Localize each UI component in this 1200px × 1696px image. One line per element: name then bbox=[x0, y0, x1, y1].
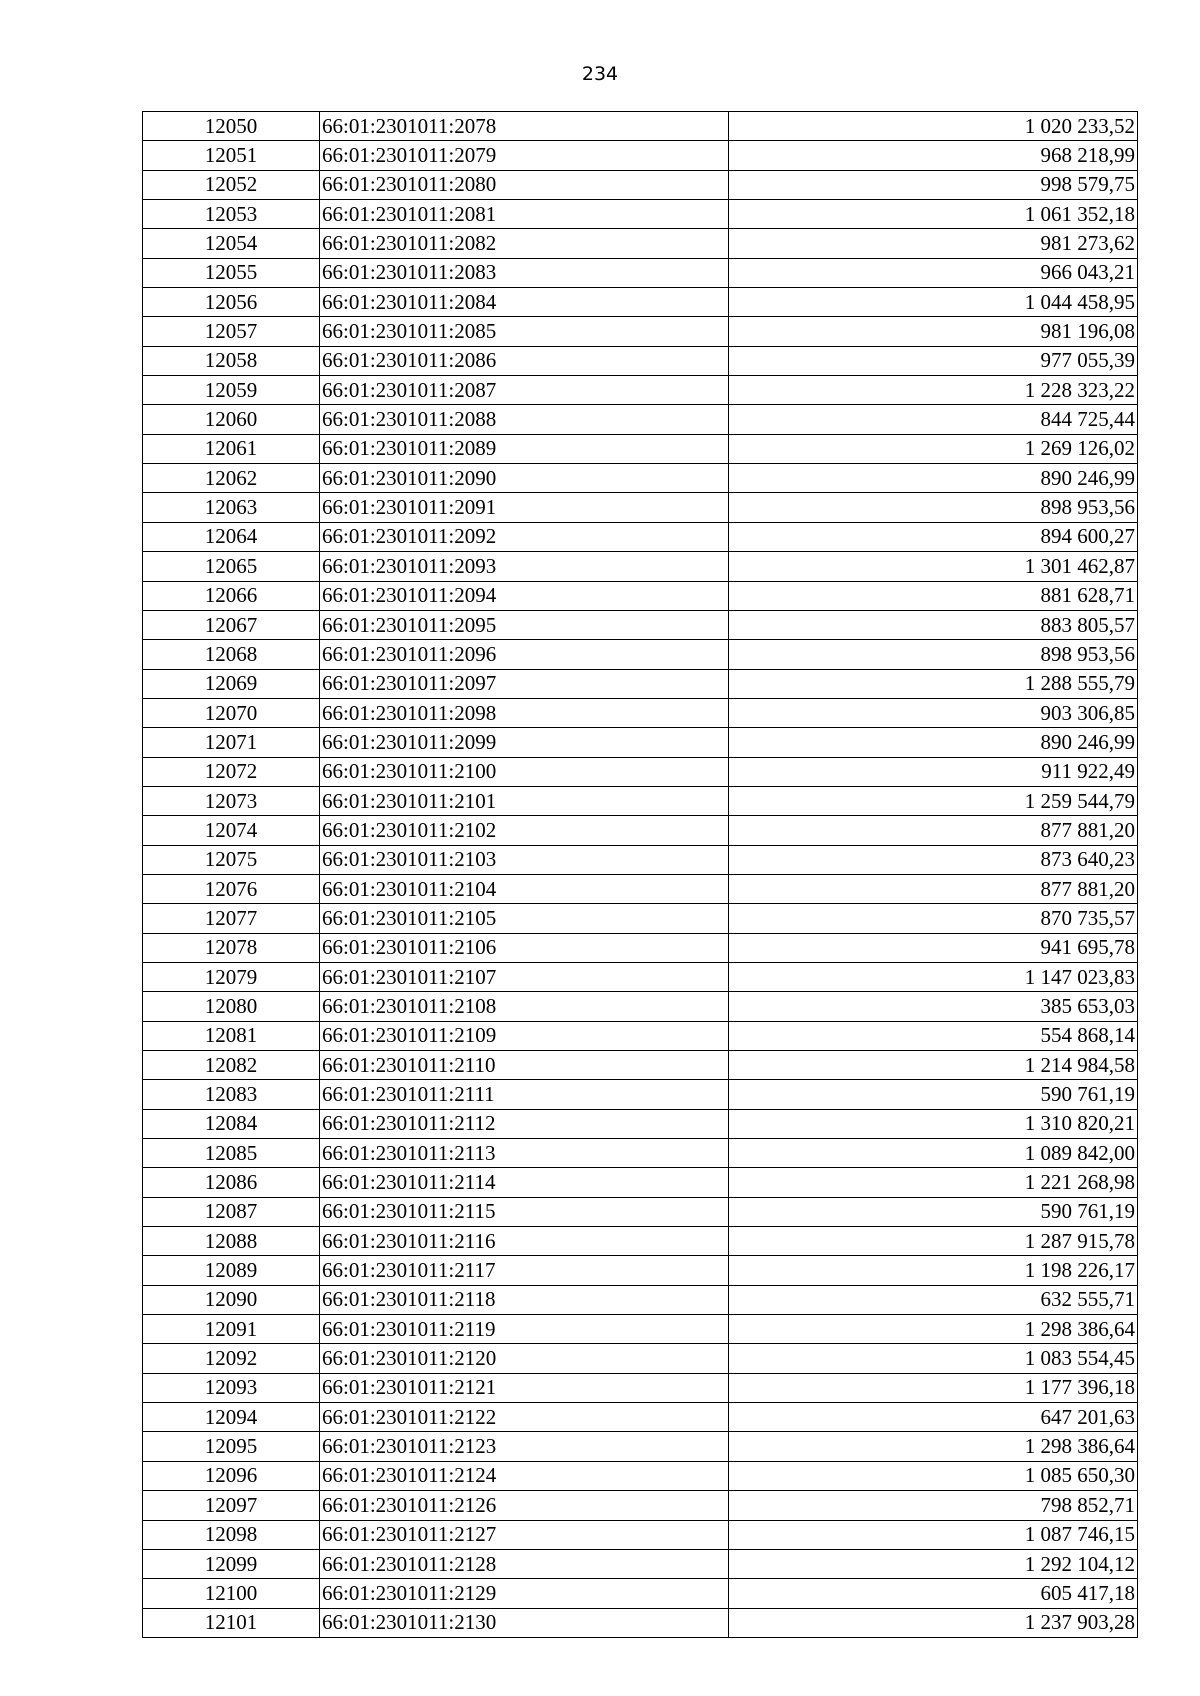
table-row bbox=[143, 1373, 1138, 1402]
table-row bbox=[143, 610, 1138, 639]
cadastral-number: 66:01:2301011:2116 bbox=[320, 1227, 729, 1256]
cadastral-number: 66:01:2301011:2117 bbox=[320, 1256, 729, 1285]
row-number: 12050 bbox=[143, 112, 320, 141]
cadastral-number: 66:01:2301011:2083 bbox=[320, 258, 729, 287]
cadastral-value: 1 061 352,18 bbox=[729, 200, 1138, 229]
table-row bbox=[143, 992, 1138, 1021]
cadastral-value: 1 310 820,21 bbox=[729, 1109, 1138, 1138]
table-row bbox=[143, 376, 1138, 405]
cadastral-value: 1 269 126,02 bbox=[729, 434, 1138, 463]
cadastral-value-table bbox=[142, 111, 1138, 1638]
table-row bbox=[143, 962, 1138, 991]
cadastral-value: 1 198 226,17 bbox=[729, 1256, 1138, 1285]
row-number: 12054 bbox=[143, 229, 320, 258]
cadastral-number: 66:01:2301011:2115 bbox=[320, 1197, 729, 1226]
table-row bbox=[143, 552, 1138, 581]
cadastral-number: 66:01:2301011:2100 bbox=[320, 757, 729, 786]
cadastral-value: 1 221 268,98 bbox=[729, 1168, 1138, 1197]
cadastral-number: 66:01:2301011:2124 bbox=[320, 1461, 729, 1490]
row-number: 12094 bbox=[143, 1403, 320, 1432]
cadastral-value: 844 725,44 bbox=[729, 405, 1138, 434]
table-row bbox=[143, 640, 1138, 669]
page-number: 234 bbox=[581, 63, 619, 85]
cadastral-value: 941 695,78 bbox=[729, 933, 1138, 962]
table-row bbox=[143, 1256, 1138, 1285]
cadastral-number: 66:01:2301011:2104 bbox=[320, 874, 729, 903]
row-number: 12057 bbox=[143, 317, 320, 346]
cadastral-value: 590 761,19 bbox=[729, 1080, 1138, 1109]
cadastral-value: 1 020 233,52 bbox=[729, 112, 1138, 141]
cadastral-number: 66:01:2301011:2079 bbox=[320, 141, 729, 170]
cadastral-value: 883 805,57 bbox=[729, 610, 1138, 639]
cadastral-value: 1 237 903,28 bbox=[729, 1608, 1138, 1637]
row-number: 12085 bbox=[143, 1139, 320, 1168]
table-row bbox=[143, 288, 1138, 317]
cadastral-value: 632 555,71 bbox=[729, 1285, 1138, 1314]
table-row bbox=[143, 1432, 1138, 1461]
cadastral-value: 1 214 984,58 bbox=[729, 1051, 1138, 1080]
cadastral-value: 968 218,99 bbox=[729, 141, 1138, 170]
row-number: 12055 bbox=[143, 258, 320, 287]
table-body bbox=[143, 112, 1138, 1638]
table-row bbox=[143, 1344, 1138, 1373]
table-row bbox=[143, 816, 1138, 845]
cadastral-value: 1 087 746,15 bbox=[729, 1520, 1138, 1549]
cadastral-value: 894 600,27 bbox=[729, 522, 1138, 551]
table-row bbox=[143, 1608, 1138, 1637]
cadastral-number: 66:01:2301011:2113 bbox=[320, 1139, 729, 1168]
table-row bbox=[143, 434, 1138, 463]
cadastral-number: 66:01:2301011:2118 bbox=[320, 1285, 729, 1314]
table-row bbox=[143, 1520, 1138, 1549]
row-number: 12069 bbox=[143, 669, 320, 698]
cadastral-number: 66:01:2301011:2106 bbox=[320, 933, 729, 962]
row-number: 12062 bbox=[143, 464, 320, 493]
table-row bbox=[143, 405, 1138, 434]
cadastral-value: 1 298 386,64 bbox=[729, 1315, 1138, 1344]
row-number: 12100 bbox=[143, 1579, 320, 1608]
table-row bbox=[143, 229, 1138, 258]
cadastral-number: 66:01:2301011:2087 bbox=[320, 376, 729, 405]
cadastral-number: 66:01:2301011:2093 bbox=[320, 552, 729, 581]
row-number: 12098 bbox=[143, 1520, 320, 1549]
cadastral-value: 1 301 462,87 bbox=[729, 552, 1138, 581]
cadastral-value: 1 287 915,78 bbox=[729, 1227, 1138, 1256]
cadastral-number: 66:01:2301011:2114 bbox=[320, 1168, 729, 1197]
cadastral-number: 66:01:2301011:2109 bbox=[320, 1021, 729, 1050]
table-row bbox=[143, 698, 1138, 727]
table-row bbox=[143, 581, 1138, 610]
cadastral-number: 66:01:2301011:2094 bbox=[320, 581, 729, 610]
row-number: 12099 bbox=[143, 1549, 320, 1578]
cadastral-value: 890 246,99 bbox=[729, 728, 1138, 757]
row-number: 12084 bbox=[143, 1109, 320, 1138]
cadastral-value: 1 298 386,64 bbox=[729, 1432, 1138, 1461]
cadastral-number: 66:01:2301011:2122 bbox=[320, 1403, 729, 1432]
cadastral-value: 898 953,56 bbox=[729, 493, 1138, 522]
row-number: 12091 bbox=[143, 1315, 320, 1344]
cadastral-value: 966 043,21 bbox=[729, 258, 1138, 287]
row-number: 12060 bbox=[143, 405, 320, 434]
row-number: 12092 bbox=[143, 1344, 320, 1373]
table-row bbox=[143, 1227, 1138, 1256]
cadastral-value: 898 953,56 bbox=[729, 640, 1138, 669]
row-number: 12101 bbox=[143, 1608, 320, 1637]
cadastral-number: 66:01:2301011:2102 bbox=[320, 816, 729, 845]
table-row bbox=[143, 1403, 1138, 1432]
row-number: 12058 bbox=[143, 346, 320, 375]
table-row bbox=[143, 1139, 1138, 1168]
row-number: 12071 bbox=[143, 728, 320, 757]
cadastral-number: 66:01:2301011:2126 bbox=[320, 1491, 729, 1520]
row-number: 12053 bbox=[143, 200, 320, 229]
cadastral-number: 66:01:2301011:2110 bbox=[320, 1051, 729, 1080]
cadastral-value: 1 089 842,00 bbox=[729, 1139, 1138, 1168]
row-number: 12065 bbox=[143, 552, 320, 581]
row-number: 12086 bbox=[143, 1168, 320, 1197]
cadastral-number: 66:01:2301011:2081 bbox=[320, 200, 729, 229]
cadastral-number: 66:01:2301011:2119 bbox=[320, 1315, 729, 1344]
row-number: 12077 bbox=[143, 904, 320, 933]
cadastral-number: 66:01:2301011:2101 bbox=[320, 786, 729, 815]
row-number: 12078 bbox=[143, 933, 320, 962]
table-row bbox=[143, 200, 1138, 229]
row-number: 12051 bbox=[143, 141, 320, 170]
cadastral-value: 881 628,71 bbox=[729, 581, 1138, 610]
cadastral-number: 66:01:2301011:2097 bbox=[320, 669, 729, 698]
cadastral-value: 1 083 554,45 bbox=[729, 1344, 1138, 1373]
table-row bbox=[143, 1051, 1138, 1080]
row-number: 12056 bbox=[143, 288, 320, 317]
row-number: 12083 bbox=[143, 1080, 320, 1109]
row-number: 12080 bbox=[143, 992, 320, 1021]
table-row bbox=[143, 1021, 1138, 1050]
cadastral-value: 870 735,57 bbox=[729, 904, 1138, 933]
table-row bbox=[143, 786, 1138, 815]
cadastral-number: 66:01:2301011:2092 bbox=[320, 522, 729, 551]
table-row bbox=[143, 757, 1138, 786]
table-row bbox=[143, 845, 1138, 874]
cadastral-number: 66:01:2301011:2084 bbox=[320, 288, 729, 317]
cadastral-value: 647 201,63 bbox=[729, 1403, 1138, 1432]
table-row bbox=[143, 317, 1138, 346]
cadastral-number: 66:01:2301011:2105 bbox=[320, 904, 729, 933]
cadastral-number: 66:01:2301011:2127 bbox=[320, 1520, 729, 1549]
cadastral-value: 1 228 323,22 bbox=[729, 376, 1138, 405]
table-row bbox=[143, 1285, 1138, 1314]
cadastral-number: 66:01:2301011:2078 bbox=[320, 112, 729, 141]
row-number: 12067 bbox=[143, 610, 320, 639]
row-number: 12074 bbox=[143, 816, 320, 845]
cadastral-number: 66:01:2301011:2129 bbox=[320, 1579, 729, 1608]
table-row bbox=[143, 1579, 1138, 1608]
table-row bbox=[143, 1461, 1138, 1490]
cadastral-value: 998 579,75 bbox=[729, 170, 1138, 199]
cadastral-value: 1 177 396,18 bbox=[729, 1373, 1138, 1402]
table-row bbox=[143, 1109, 1138, 1138]
table-row bbox=[143, 141, 1138, 170]
cadastral-number: 66:01:2301011:2120 bbox=[320, 1344, 729, 1373]
table-row bbox=[143, 493, 1138, 522]
table-row bbox=[143, 728, 1138, 757]
row-number: 12063 bbox=[143, 493, 320, 522]
cadastral-number: 66:01:2301011:2089 bbox=[320, 434, 729, 463]
cadastral-value: 890 246,99 bbox=[729, 464, 1138, 493]
cadastral-number: 66:01:2301011:2112 bbox=[320, 1109, 729, 1138]
cadastral-value: 385 653,03 bbox=[729, 992, 1138, 1021]
cadastral-number: 66:01:2301011:2111 bbox=[320, 1080, 729, 1109]
row-number: 12081 bbox=[143, 1021, 320, 1050]
row-number: 12082 bbox=[143, 1051, 320, 1080]
cadastral-value: 605 417,18 bbox=[729, 1579, 1138, 1608]
row-number: 12070 bbox=[143, 698, 320, 727]
table-row bbox=[143, 904, 1138, 933]
table-row bbox=[143, 464, 1138, 493]
table-row bbox=[143, 1491, 1138, 1520]
cadastral-value: 911 922,49 bbox=[729, 757, 1138, 786]
table-row bbox=[143, 1549, 1138, 1578]
table-row bbox=[143, 1168, 1138, 1197]
row-number: 12061 bbox=[143, 434, 320, 463]
table-row bbox=[143, 669, 1138, 698]
row-number: 12079 bbox=[143, 962, 320, 991]
table-row bbox=[143, 346, 1138, 375]
cadastral-value: 877 881,20 bbox=[729, 874, 1138, 903]
row-number: 12073 bbox=[143, 786, 320, 815]
row-number: 12087 bbox=[143, 1197, 320, 1226]
cadastral-value: 877 881,20 bbox=[729, 816, 1138, 845]
row-number: 12090 bbox=[143, 1285, 320, 1314]
row-number: 12093 bbox=[143, 1373, 320, 1402]
row-number: 12066 bbox=[143, 581, 320, 610]
row-number: 12097 bbox=[143, 1491, 320, 1520]
cadastral-number: 66:01:2301011:2098 bbox=[320, 698, 729, 727]
row-number: 12075 bbox=[143, 845, 320, 874]
cadastral-value: 1 288 555,79 bbox=[729, 669, 1138, 698]
cadastral-value: 1 147 023,83 bbox=[729, 962, 1138, 991]
row-number: 12064 bbox=[143, 522, 320, 551]
table-row bbox=[143, 112, 1138, 141]
row-number: 12088 bbox=[143, 1227, 320, 1256]
row-number: 12068 bbox=[143, 640, 320, 669]
cadastral-number: 66:01:2301011:2091 bbox=[320, 493, 729, 522]
row-number: 12059 bbox=[143, 376, 320, 405]
cadastral-number: 66:01:2301011:2080 bbox=[320, 170, 729, 199]
table-row bbox=[143, 522, 1138, 551]
cadastral-value: 1 044 458,95 bbox=[729, 288, 1138, 317]
cadastral-value: 590 761,19 bbox=[729, 1197, 1138, 1226]
cadastral-value: 798 852,71 bbox=[729, 1491, 1138, 1520]
cadastral-number: 66:01:2301011:2095 bbox=[320, 610, 729, 639]
cadastral-number: 66:01:2301011:2096 bbox=[320, 640, 729, 669]
cadastral-number: 66:01:2301011:2123 bbox=[320, 1432, 729, 1461]
cadastral-number: 66:01:2301011:2082 bbox=[320, 229, 729, 258]
cadastral-value: 1 259 544,79 bbox=[729, 786, 1138, 815]
cadastral-number: 66:01:2301011:2130 bbox=[320, 1608, 729, 1637]
cadastral-number: 66:01:2301011:2088 bbox=[320, 405, 729, 434]
table-row bbox=[143, 933, 1138, 962]
row-number: 12096 bbox=[143, 1461, 320, 1490]
cadastral-value: 1 085 650,30 bbox=[729, 1461, 1138, 1490]
cadastral-value: 981 196,08 bbox=[729, 317, 1138, 346]
cadastral-value: 977 055,39 bbox=[729, 346, 1138, 375]
cadastral-number: 66:01:2301011:2086 bbox=[320, 346, 729, 375]
cadastral-value: 981 273,62 bbox=[729, 229, 1138, 258]
table-row bbox=[143, 874, 1138, 903]
row-number: 12089 bbox=[143, 1256, 320, 1285]
table-row bbox=[143, 1315, 1138, 1344]
cadastral-number: 66:01:2301011:2090 bbox=[320, 464, 729, 493]
cadastral-number: 66:01:2301011:2107 bbox=[320, 962, 729, 991]
cadastral-value: 873 640,23 bbox=[729, 845, 1138, 874]
cadastral-number: 66:01:2301011:2108 bbox=[320, 992, 729, 1021]
table-row bbox=[143, 258, 1138, 287]
row-number: 12072 bbox=[143, 757, 320, 786]
cadastral-value: 903 306,85 bbox=[729, 698, 1138, 727]
cadastral-number: 66:01:2301011:2128 bbox=[320, 1549, 729, 1578]
cadastral-number: 66:01:2301011:2099 bbox=[320, 728, 729, 757]
cadastral-number: 66:01:2301011:2085 bbox=[320, 317, 729, 346]
table-row bbox=[143, 1080, 1138, 1109]
cadastral-value: 554 868,14 bbox=[729, 1021, 1138, 1050]
table-row bbox=[143, 170, 1138, 199]
row-number: 12095 bbox=[143, 1432, 320, 1461]
cadastral-value: 1 292 104,12 bbox=[729, 1549, 1138, 1578]
row-number: 12076 bbox=[143, 874, 320, 903]
cadastral-number: 66:01:2301011:2121 bbox=[320, 1373, 729, 1402]
cadastral-number: 66:01:2301011:2103 bbox=[320, 845, 729, 874]
row-number: 12052 bbox=[143, 170, 320, 199]
table-row bbox=[143, 1197, 1138, 1226]
